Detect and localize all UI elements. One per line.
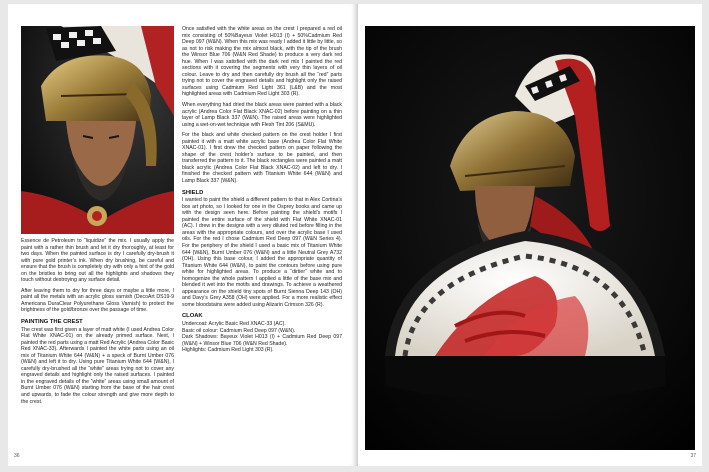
cloak-line: Highlights: Cadmium Red Light 303 (R). bbox=[182, 347, 274, 354]
left-page-number: 36 bbox=[14, 453, 20, 459]
crest-text: The crest was first given a layer of matt white (I used Andrea Color Flat White XNAC-01) on the already primed surface. Next, I painted the red parts using a matt Red Acrylic (Andrea Color Basic Red XNAC-33). Afterwards I painted the white parts using an oil mix of Titanium White 644 (W&N) + a speck of Burnt Umber 076 (W&N) and left it to dry. Using pure Titanium White 644 (W&N), I carefully dry-brushed all the “white” areas trying not to cover any engraved details and highlight only the raised surfaces. I painted in the engraved details of the “white” areas using small amount of Burnt Umber 076 (W&N) starting from the base of the hair crest and upwards, to fade the colour strength and give more depth to the crest. bbox=[21, 326, 174, 405]
magazine-spread bbox=[8, 4, 702, 466]
right-page bbox=[358, 4, 702, 466]
cloak-heading: CLOAK bbox=[182, 313, 203, 320]
right-page-number: 37 bbox=[690, 453, 696, 459]
col2-paragraph-1: Once satisfied with the white areas on the crest I prepared a red oil mix consisting of 50%Bayeux Violet H013 (I) + 50%Cadmium Red Deep 097 (W&N). When this mix was ready I added it little by little, so as not to risk making the mix almost black, with the tip of the brush the Winsor Blue 706 (W&N Red Shade) to produce a very dark red hue. When I was satisfied with the dark red mix I painted the red sections with it covering the segments with very thin layers of oil colour. Leave to dry and then carefully dry brush all the “red” parts trying not to cover the engraved details and highlight only the raised surfaces using Cadmium Red Light 361 (L&B) and the most highlighted areas with Cadmium Red Light 303 (R). bbox=[182, 26, 342, 98]
crest-heading: PAINTING THE CREST bbox=[21, 319, 83, 326]
cloak-line: Basic oil colour: Cadmium Red Deep 097 (W&N). bbox=[182, 327, 296, 334]
left-page bbox=[8, 4, 358, 466]
left-column-1 bbox=[21, 238, 174, 409]
cloak-list bbox=[182, 321, 342, 354]
left-column-2 bbox=[182, 26, 342, 354]
col2-paragraph-3: For the black and white checked pattern on the crest holder I first painted it with a matt white acrylic base (Andrea Color Flat White XNAC-01). I first drew the checked pattern on paper following the shape of the crest holder’s surface to be painted, and then transferred the pattern to it. The black rectangles were painted a matt black acrylic (Andrea Color Flat Black XNAC-02) and left to dry. I finished the checked pattern with Titanium White 644 (W&N) and Lamp Black 337 (W&N). bbox=[182, 132, 342, 185]
warrior-bust-photo bbox=[365, 26, 695, 450]
col1-paragraph-1: Essence de Petroleum to “liquidize” the mix. I usually apply the paint with a rather thin brush and let it dry thoroughly, at least for two days. When the painted surface is dry I carefully dry-brush it with pure gold printer’s ink. When dry brushing, be careful and ensure that the brush is completely dry with only a hint of the gold on the bristles to bring out all the highlights and shadows they touch without destroying any surface detail. bbox=[21, 238, 174, 284]
helmet-closeup-photo bbox=[21, 26, 174, 234]
cloak-line: Dark Shadows: Bayeux Violet H013 (I) + Cadmium Red Deep 097 (W&N) + Winsor Blue 706 (W&N Red Shade). bbox=[182, 334, 342, 347]
shield-heading: SHIELD bbox=[182, 189, 204, 196]
col1-paragraph-2: After leaving them to dry for three days or maybe a little more, I paint all the metals with an acrylic gloss varnish (DecoArt DS19-9 Americana DuraClear Polyurethane Gloss Varnish) to protect the brightness of the gold/bronze over the passage of time. bbox=[21, 287, 174, 314]
col2-paragraph-2: When everything had dried the black areas were painted with a black acrylic (Andrea Color Flat Black XNAC-02) before painting on a thin layer of Lamp Black 337 (W&N). The raised areas were highlighted using a wet-on-wet technique with Flesh Tint 206 (S&MU). bbox=[182, 102, 342, 128]
cloak-line: Undercoat: Acrylic Basic Red XNAC-33 (AC). bbox=[182, 320, 286, 327]
shield-text: I wanted to paint the shield a different pattern to that in Alex Cortina’s box art photo, so I looked for one in the Osprey books and came up with the design seen here. Before painting the shield’s motifs I painted the entire surface of the shield with Flat White XNAC-01 (AC). I drew in the designs with a very diluted red before filling in the areas with the appropriate colours, and over the acrylic base I used oils. For the red I chose Cadmium Red Deep 097 (W&N Series 4). For the periphery of the shield I used a basic mix of Titanium White 644 (W&N), Burnt Umber 076 (W&N) and a little Neutral Grey A732 (OH). Using this base colour, I added the appropriate quantity of Titanium White 644 (W&N), to paint the contours before using pure white for highlighted areas. To produce a “dirtier” white and to homogenize the whole pattern I applied a little of the base mix and blended it wet into the motifs and drawings. To achieve a weathered appearance on the shield tiny spots of Burnt Sienna Deep 143 (OH) and Davy’s Grey A358 (OH) were applied. For a more realistic effect some bloodstains were added using Alizarin Crimson 326 (R). bbox=[182, 197, 342, 308]
